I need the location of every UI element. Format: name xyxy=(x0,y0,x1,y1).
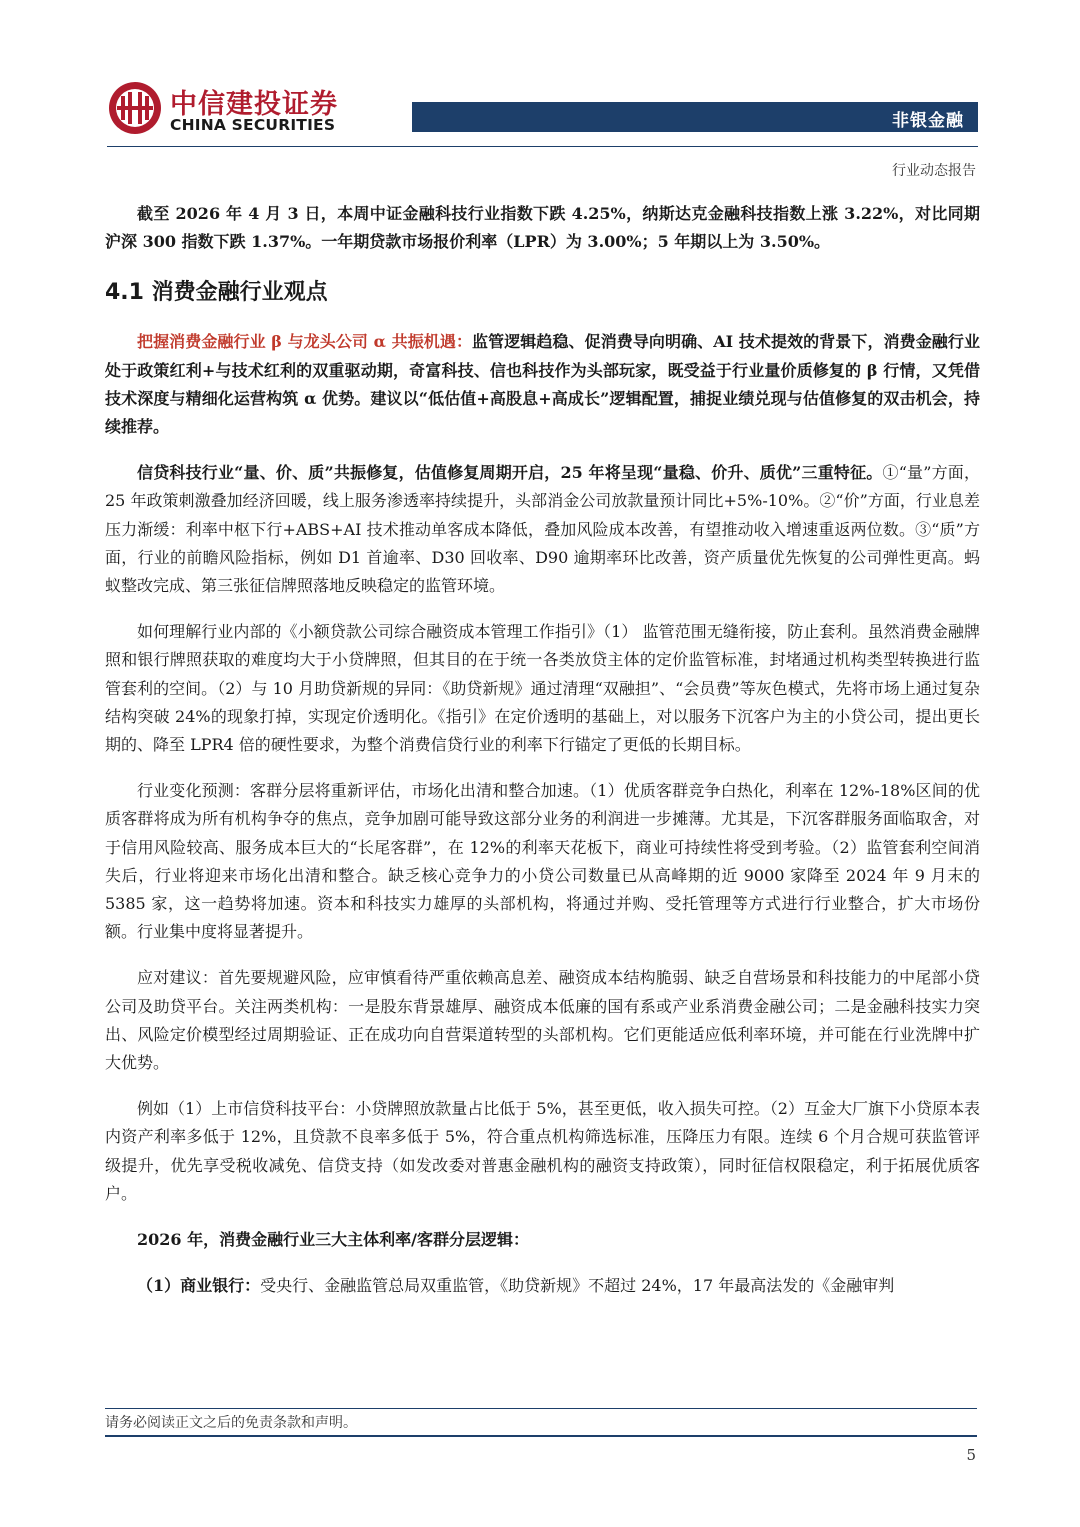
report-body xyxy=(105,200,980,1301)
paragraph-credit-tech xyxy=(105,459,980,600)
footer-divider-thick xyxy=(105,1435,977,1437)
page-number: 5 xyxy=(966,1446,976,1464)
company-name-cn: 中信建投证券 xyxy=(170,89,338,120)
paragraph-forecast: 行业变化预测：客群分层将重新评估，市场化出清和整合加速。（1）优质客群竞争白热化，利率在 12%-18%区间的优质客群将成为所有机构争夺的焦点，竞争加剧可能导致这部分业务的利润进一步摊薄。尤其是，下沉客群服务面临取舍，对于信用风险较高、服务成本巨大的“长尾客群”，在 12%的利率天花板下，商业可持续性将受到考验。（2）监管套利空间消失后，行业将迎来市场化出清和整合。缺乏核心竞争力的小贷公司数量已从高峰期的近 9000 家降至 2024 年 9 月末的 5385 家，这一趋势将加速。资本和科技实力雄厚的头部机构，将通过并购、受托管理等方式进行行业整合，扩大市场份额。行业集中度将显著提升。 xyxy=(105,781,980,942)
paragraph-body: ①“量”方面，25 年政策刺激叠加经济回暖，线上服务渗透率持续提升，头部消金公司放款量预计同比+5%-10%。②“价”方面，行业息差压力渐缓：利率中枢下行+ABS+AI 技术推动单客成本降低，叠加风险成本改善，有望推动收入增速重返两位数。③“质”方面，行业的前瞻风险指标，例如 D1 首逾率、D30 回收率、D90 逾期率环比改善，资产质量优先恢复的公司弹性更高。蚂蚁整改完成、第三张征信牌照落地反映稳定的监管环境。 xyxy=(105,463,980,596)
header-divider xyxy=(107,146,978,147)
intro-paragraph: 截至 2026 年 4 月 3 日，本周中证金融科技行业指数下跌 4.25%，纳斯达克金融科技指数上涨 3.22%，对比同期沪深 300 指数下跌 1.37%。一年期贷款市场报价利率（LPR）为 3.00%；5 年期以上为 3.50%。 xyxy=(105,204,980,252)
paragraph-investment-view xyxy=(105,328,980,441)
paragraph-example: 例如（1）上市信贷科技平台：小贷牌照放款量占比低于 5%，甚至更低，收入损失可控。（2）互金大厂旗下小贷原本表内资产利率多低于 12%，且贷款不良率多低于 5%，符合重点机构筛选标准，压降压力有限。连续 6 个月合规可获监管评级提升，优先享受税收减免、信贷支持（如发改委对普惠金融机构的融资支持政策），同时征信权限稳定，利于拓展优质客户。 xyxy=(105,1099,980,1203)
disclaimer-note: 请务必阅读正文之后的免责条款和声明。 xyxy=(105,1415,357,1431)
paragraph-advice: 应对建议：首先要规避风险，应审慎看待严重依赖高息差、融资成本结构脆弱、缺乏自营场景和科技能力的中尾部小贷公司及助贷平台。关注两类机构：一是股东背景雄厚、融资成本低廉的国有系或产业系消费金融公司；二是金融科技实力突出、风险定价模型经过周期验证、正在成功向自营渠道转型的头部机构。它们更能适应低利率环境，并可能在行业洗牌中扩大优势。 xyxy=(105,968,980,1073)
paragraph-body: 受央行、金融监管总局双重监管，《助贷新规》不超过 24%，17 年最高法发的《金融审判 xyxy=(260,1276,895,1296)
paragraph-body: 监管逻辑趋稳、促消费导向明确、AI 技术提效的背景下，消费金融行业处于政策红利+与技术红利的双重驱动期，奇富科技、信也科技作为头部玩家，既受益于行业量价质修复的 β 行情，又凭借技术深度与精细化运营构筑 α 优势。建议以“低估值+高股息+高成长”逻辑配置，捕捉业绩兑现与估值修复的双击机会，持续推荐。 xyxy=(105,332,980,437)
sector-label: 非银金融 xyxy=(892,111,964,131)
china-securities-logo-icon xyxy=(107,80,163,136)
paragraph-lead: 把握消费金融行业 β 与龙头公司 α 共振机遇： xyxy=(137,332,473,352)
paragraph-subheading: 2026 年，消费金融行业三大主体利率/客群分层逻辑： xyxy=(137,1230,529,1250)
report-type: 行业动态报告 xyxy=(892,163,976,179)
paragraph-commercial-bank xyxy=(105,1272,980,1300)
footer-divider xyxy=(105,1408,977,1409)
paragraph-guideline: 如何理解行业内部的《小额贷款公司综合融资成本管理工作指引》（1） 监管范围无缝衔接，防止套利。虽然消费金融牌照和银行牌照获取的难度均大于小贷牌照，但其目的在于统一各类放贷主体的定价监管标准，封堵通过机构类型转换进行监管套利的空间。（2）与 10 月助贷新规的异同：《助贷新规》通过清理“双融担”、“会员费”等灰色模式，先将市场上通过复杂结构突破 24%的现象打掉，实现定价透明化。《指引》在定价透明的基础上，对以服务下沉客户为主的小贷公司，提出更长期的、降至 LPR4 倍的硬性要求，为整个消费信贷行业的利率下行锚定了更低的长期目标。 xyxy=(105,622,980,755)
paragraph-lead: 信贷科技行业“量、价、质”共振修复，估值修复周期开启，25 年将呈现“量稳、价升、质优”三重特征。 xyxy=(137,463,883,483)
page-header xyxy=(0,0,1080,200)
sector-band xyxy=(412,102,978,132)
company-name-en: CHINA SECURITIES xyxy=(170,116,336,134)
section-title: 4.1 消费金融行业观点 xyxy=(105,280,328,306)
paragraph-lead: （1）商业银行： xyxy=(137,1276,261,1296)
